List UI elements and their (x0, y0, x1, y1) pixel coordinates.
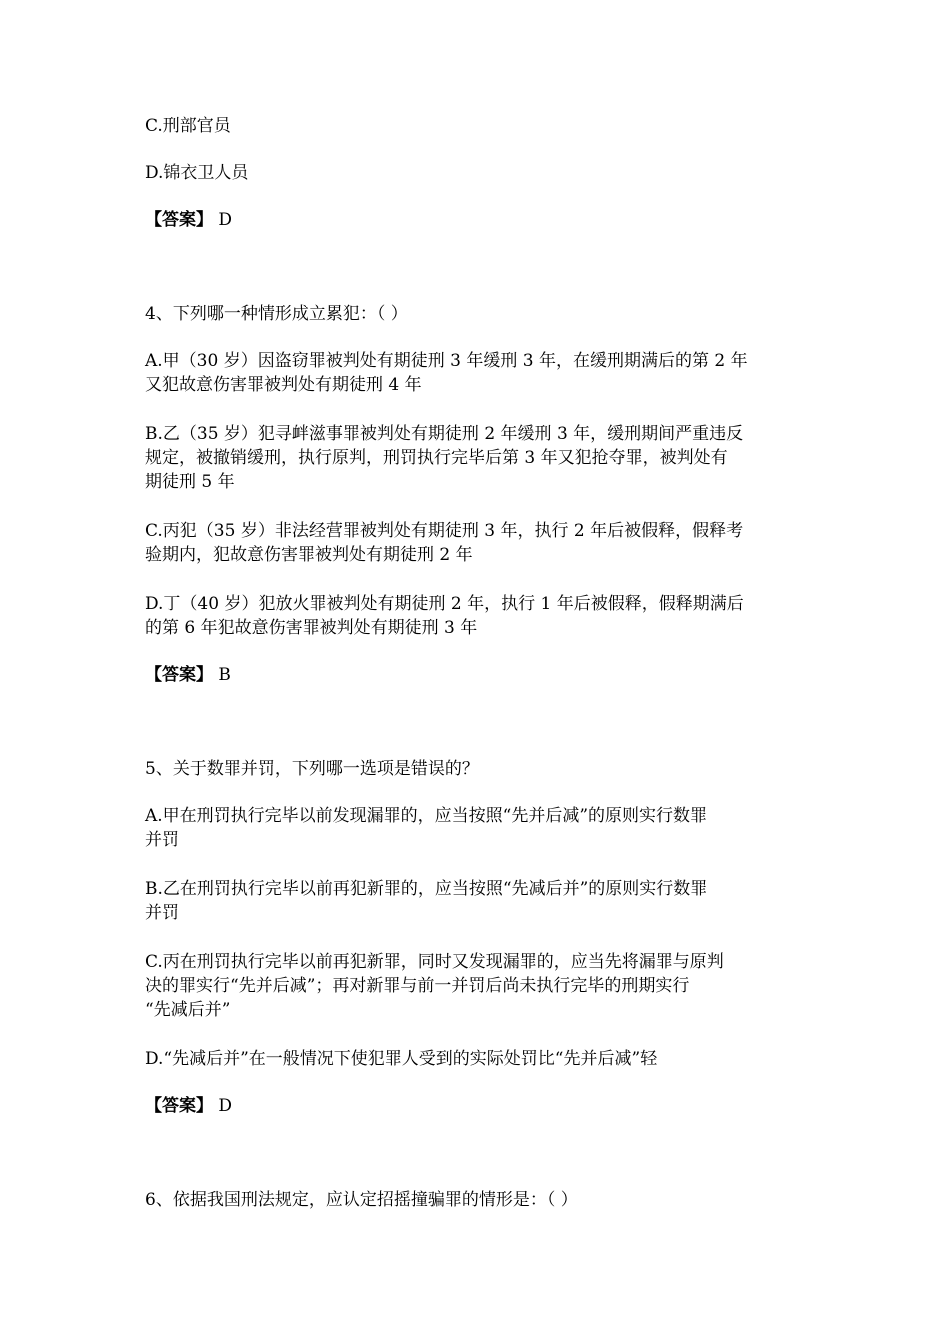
answer-value: B (218, 665, 231, 685)
answer-label: 【答案】 (145, 665, 213, 685)
answer-label: 【答案】 (145, 210, 213, 230)
q5-option-a-line-2: 并罚 (145, 830, 179, 850)
q5-option-c-line-3: “先减后并” (145, 1000, 231, 1020)
q4-question: 4、下列哪一种情形成立累犯：（ ） (145, 304, 408, 324)
q4-option-d-line-1: D.丁（40 岁）犯放火罪被判处有期徒刑 2 年，执行 1 年后被假释，假释期满后 (145, 594, 744, 614)
q3-answer (145, 208, 825, 232)
q4-answer (145, 663, 825, 687)
answer-label: 【答案】 (145, 1096, 213, 1116)
answer-value: D (218, 1096, 233, 1116)
answer-value: D (218, 210, 233, 230)
q4-option-c-line-2: 验期内，犯故意伤害罪被判处有期徒刑 2 年 (145, 545, 473, 565)
q5-option-c-line-2: 决的罪实行“先并后减”；再对新罪与前一并罚后尚未执行完毕的刑期实行 (145, 976, 690, 996)
q4-option-c-line-1: C.丙犯（35 岁）非法经营罪被判处有期徒刑 3 年，执行 2 年后被假释，假释考 (145, 521, 744, 541)
q4-option-b-line-3: 期徒刑 5 年 (145, 472, 235, 492)
q3-option-d: D.锦衣卫人员 (145, 163, 249, 183)
q5-option-b-line-2: 并罚 (145, 903, 179, 923)
q4-option-a-line-2: 又犯故意伤害罪被判处有期徒刑 4 年 (145, 375, 422, 395)
q5-option-a-line-1: A.甲在刑罚执行完毕以前发现漏罪的，应当按照“先并后减”的原则实行数罪 (145, 806, 708, 826)
q5-answer (145, 1094, 825, 1118)
q6-question: 6、依据我国刑法规定，应认定招摇撞骗罪的情形是：（ ） (145, 1190, 578, 1210)
q3-option-c: C.刑部官员 (145, 116, 231, 136)
q4-option-b-line-1: B.乙（35 岁）犯寻衅滋事罪被判处有期徒刑 2 年缓刑 3 年，缓刑期间严重违反 (145, 424, 744, 444)
q4-option-b-line-2: 规定，被撤销缓刑，执行原判，刑罚执行完毕后第 3 年又犯抢夺罪，被判处有 (145, 448, 728, 468)
q5-option-d-line-1: D.“先减后并”在一般情况下使犯罪人受到的实际处罚比“先并后减”轻 (145, 1049, 658, 1069)
q5-option-c-line-1: C.丙在刑罚执行完毕以前再犯新罪，同时又发现漏罪的，应当先将漏罪与原判 (145, 952, 724, 972)
q4-option-d-line-2: 的第 6 年犯故意伤害罪被判处有期徒刑 3 年 (145, 618, 478, 638)
q5-option-b-line-1: B.乙在刑罚执行完毕以前再犯新罪的，应当按照“先减后并”的原则实行数罪 (145, 879, 708, 899)
q5-question: 5、关于数罪并罚，下列哪一选项是错误的？ (145, 759, 479, 779)
q4-option-a-line-1: A.甲（30 岁）因盗窃罪被判处有期徒刑 3 年缓刑 3 年，在缓刑期满后的第 2 年 (145, 351, 748, 371)
